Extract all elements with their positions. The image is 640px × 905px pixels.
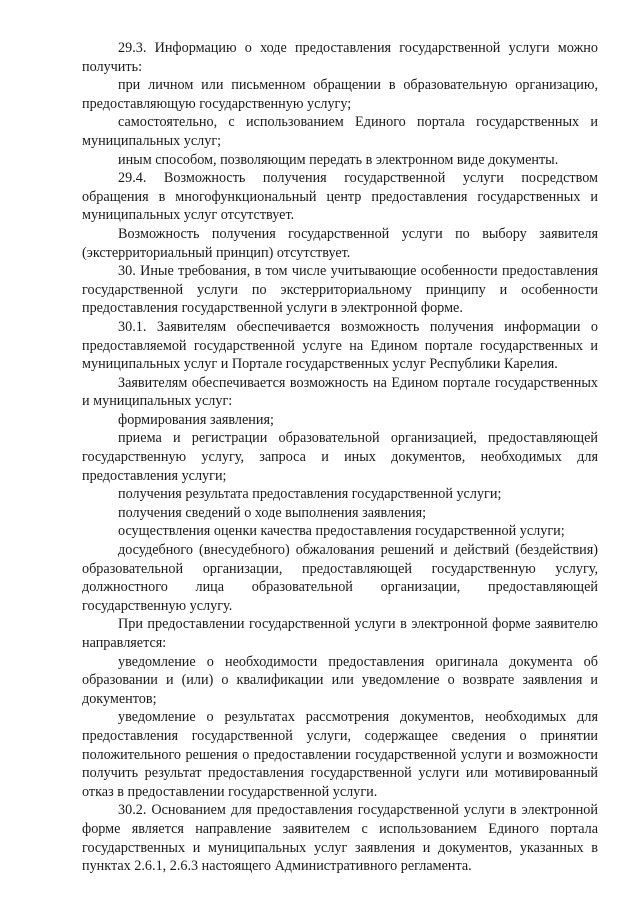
- document-body: [82, 39, 598, 876]
- list-item-form-application: формирования заявления;: [118, 411, 274, 428]
- paragraph-electronic-form-notice: При предоставлении государственной услуги в электронной форме заявителю направляется:: [82, 616, 598, 651]
- list-item-get-status: получения сведений о ходе выполнения заявления;: [118, 504, 427, 521]
- paragraph-29-3: 29.3. Информацию о ходе предоставления государственной услуги можно получить:: [82, 40, 598, 75]
- paragraph-extraterritorial: Возможность получения государственной услуги по выбору заявителя (экстерриториальный принцип) отсутствует.: [82, 225, 598, 261]
- list-item-quality-assessment: осуществления оценки качества предоставления государственной услуги;: [118, 523, 565, 540]
- paragraph-applicants-portal: Заявителям обеспечивается возможность на Едином портале государственных и муниципальных услуг:: [82, 374, 598, 410]
- paragraph-29-4: 29.4. Возможность получения государственной услуги посредством обращения в многофункциональный центр предоставления государственных и муниципальных услуг отсутствует.: [82, 170, 598, 224]
- paragraph-30: 30. Иные требования, в том числе учитывающие особенности предоставления государственной услуги по экстерриториальному принципу и особенности предоставления государственной услуги в электронной форме.: [82, 263, 598, 317]
- paragraph-30-2: 30.2. Основанием для предоставления государственной услуги в электронной форме является направление заявителем с использованием Единого портала государственных и муниципальных услуг заявления и документов, указанных в пунктах 2.6.1, 2.6.3 настоящего Административного регламента.: [82, 802, 598, 875]
- list-item-appeal: досудебного (внесудебного) обжалования решений и действий (бездействия) образовательной организации, предоставляющей государственную услугу, должностного лица образовательной организации, предоставляющей государственную услугу.: [82, 542, 598, 614]
- list-item-reception-registration: приема и регистрации образовательной организацией, предоставляющей государственную услугу, запроса и иных документов, необходимых для предоставления услуги;: [82, 430, 598, 484]
- list-item-review-results-notice: уведомление о результатах рассмотрения документов, необходимых для предоставления государственной услуги, содержащее сведения о принятии положительного решения о предоставлении государственной услуги и возможности получить результат предоставления государственной услуги или мотивированный отказ в предоставлении государственной услуги.: [82, 709, 598, 800]
- paragraph-30-1: 30.1. Заявителям обеспечивается возможность получения информации о предоставляемой государственной услуге на Едином портале государственных и муниципальных услуг и Портале государственных услуг Республики Карелия.: [82, 318, 598, 373]
- list-item-get-result: получения результата предоставления государственной услуги;: [118, 486, 502, 503]
- list-item-other-way: иным способом, позволяющим передать в электронном виде документы.: [118, 151, 559, 168]
- list-item-personal-request: при личном или письменном обращении в образовательную организацию, предоставляющую государственную услугу;: [82, 77, 598, 112]
- list-item-unified-portal: самостоятельно, с использованием Единого портала государственных и муниципальных услуг;: [82, 114, 598, 149]
- list-item-original-document-notice: уведомление о необходимости предоставления оригинала документа об образовании и (или) о квалификации или уведомление о возврате заявления и документов;: [82, 653, 598, 707]
